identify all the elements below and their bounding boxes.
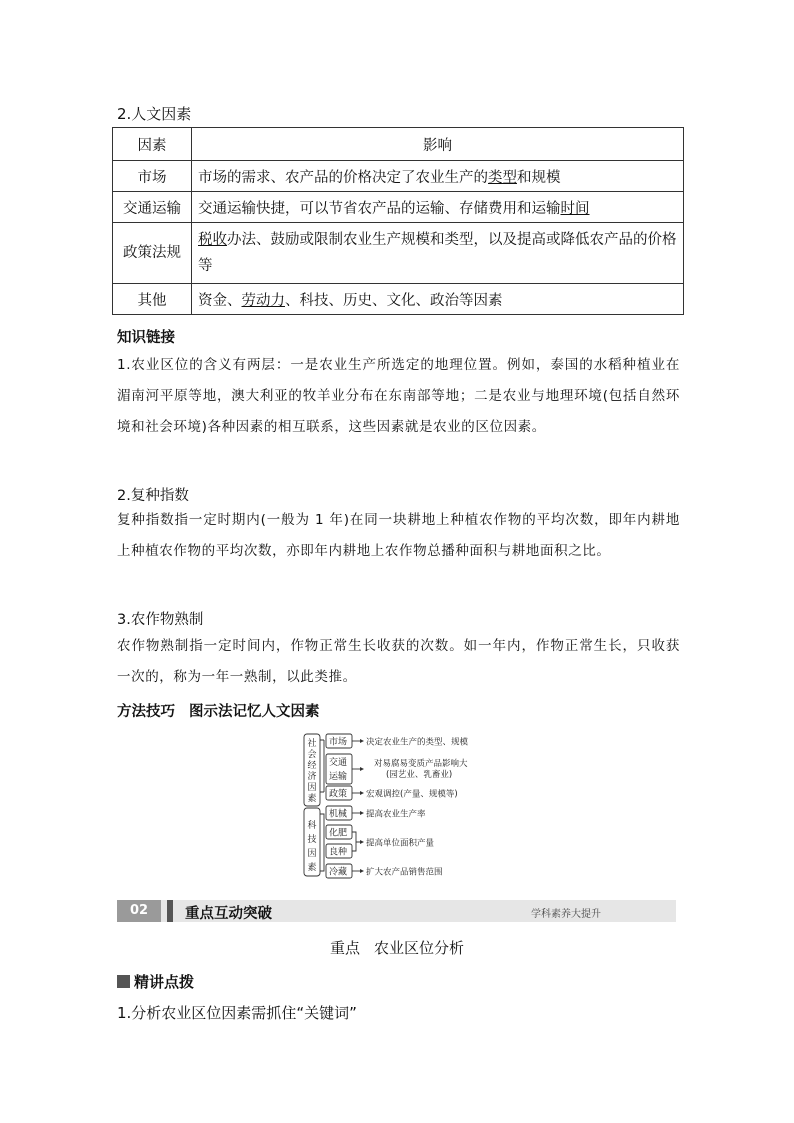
knowledge-heading-3: 3.农作物熟制 — [117, 612, 204, 628]
table-row — [113, 223, 684, 284]
subsection-heading: 精讲点拨 — [117, 971, 194, 992]
item-seed: 良种 — [329, 847, 348, 858]
effect-cold-storage: 扩大农产品销售范围 — [366, 867, 443, 878]
item-machine: 机械 — [329, 809, 348, 820]
banner-number: 02 — [117, 900, 161, 922]
table-header-row — [113, 128, 684, 161]
item-policy: 政策 — [329, 789, 348, 800]
effect-transport-a: 对易腐易变质产品影响大 — [374, 759, 468, 769]
table-row — [113, 192, 684, 223]
underlined-term: 税收 — [198, 232, 227, 248]
item-cold-storage: 冷藏 — [329, 867, 348, 878]
item-market: 市场 — [329, 737, 348, 748]
knowledge-heading-2: 2.复种指数 — [117, 488, 189, 504]
underlined-term: 劳动力 — [241, 292, 285, 309]
group-label-socioeconomic: 社会经济因素 — [307, 739, 317, 804]
header-impact: 影响 — [192, 128, 684, 161]
underlined-term: 时间 — [560, 200, 590, 217]
row-impact: 资金、劳动力、科技、历史、文化、政治等因素 — [192, 284, 684, 315]
method-label: 方法技巧 — [117, 704, 175, 720]
banner-divider — [167, 900, 173, 922]
method-title: 图示法记忆人文因素 — [189, 704, 320, 720]
effect-transport-b: (园艺业、乳畜业) — [386, 770, 453, 780]
group-label-technology: 科技因素 — [307, 821, 317, 873]
item-transport-1: 交通 — [329, 758, 348, 768]
human-factors-diagram — [300, 730, 520, 882]
subsection-marker-icon — [117, 975, 130, 988]
knowledge-paragraph-1: 1.农业区位的含义有两层：一是农业生产所选定的地理位置。例如，泰国的水稻种植业在湄南河平原等地，澳大利亚的牧羊业分布在东南部等地；二是农业与地理环境(包括自然环境和社会环境)各种因素的相互联系，这些因素就是农业的区位因素。 — [117, 357, 680, 435]
row-factor: 市场 — [113, 161, 192, 192]
effect-fertilizer-seed: 提高单位面积产量 — [366, 838, 435, 849]
banner-title: 重点互动突破 — [185, 906, 272, 922]
human-factors-table — [112, 127, 684, 315]
table-row — [113, 284, 684, 315]
row-factor: 政策法规 — [113, 223, 192, 284]
banner-subtitle: 学科素养大提升 — [531, 909, 601, 920]
underlined-term: 类型 — [488, 169, 517, 186]
knowledge-paragraph-3: 农作物熟制指一定时间内，作物正常生长收获的次数。如一年内，作物正常生长，只收获一次的，称为一年一熟制，以此类推。 — [117, 638, 680, 685]
table-row — [113, 161, 684, 192]
item-transport-2: 运输 — [329, 772, 348, 782]
effect-policy: 宏观调控(产量、规模等) — [366, 789, 458, 800]
row-factor: 其他 — [113, 284, 192, 315]
knowledge-title: 知识链接 — [117, 330, 175, 346]
row-impact: 交通运输快捷，可以节省农产品的运输、存储费用和运输时间 — [192, 192, 684, 223]
row-impact: 税收办法、鼓励或限制农业生产规模和类型，以及提高或降低农产品的价格等 — [192, 223, 684, 284]
section-banner — [117, 900, 676, 922]
header-factor: 因素 — [113, 128, 192, 161]
row-impact: 市场的需求、农产品的价格决定了农业生产的类型和规模 — [192, 161, 684, 192]
item-fertilizer: 化肥 — [329, 828, 348, 839]
section-title: 2.人文因素 — [117, 105, 192, 123]
effect-market: 决定农业生产的类型、规模 — [366, 737, 469, 748]
row-factor: 交通运输 — [113, 192, 192, 223]
knowledge-paragraph-2: 复种指数指一定时期内(一般为 1 年)在同一块耕地上种植农作物的平均次数，即年内耕地上种植农作物的平均次数，亦即年内耕地上农作物总播种面积与耕地面积之比。 — [117, 512, 680, 559]
method-heading — [117, 700, 320, 721]
analysis-heading: 1.分析农业区位因素需抓住“关键词” — [117, 1004, 357, 1022]
effect-machine: 提高农业生产率 — [366, 809, 426, 820]
focus-title: 重点 农业区位分析 — [329, 939, 465, 957]
